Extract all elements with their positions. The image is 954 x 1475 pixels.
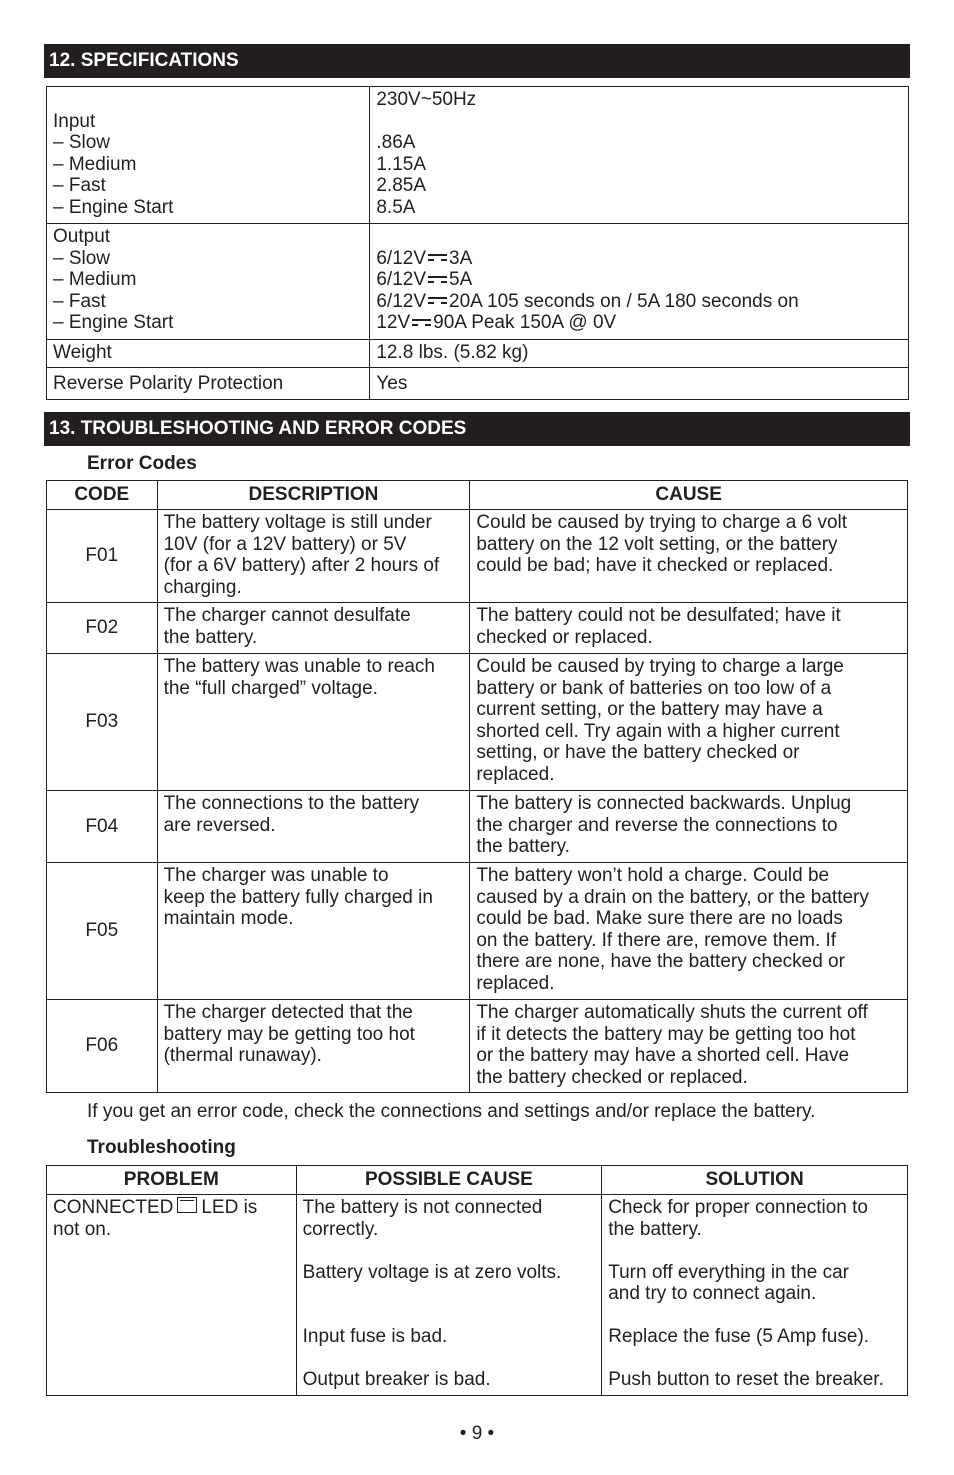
- text-line: [303, 1283, 596, 1305]
- spec-label: Weight: [47, 340, 370, 368]
- spec-value: [376, 291, 902, 313]
- column-header: POSSIBLE CAUSE: [296, 1166, 602, 1195]
- spec-value: 1.15A: [376, 153, 426, 175]
- text-line: battery may be getting too hot: [163, 1023, 415, 1045]
- problem-text: LED is: [201, 1197, 258, 1219]
- problem-cell: [47, 1195, 297, 1396]
- text-line: Turn off everything in the car: [608, 1261, 849, 1283]
- text-line: replaced.: [476, 763, 555, 785]
- text-line: the “full charged” voltage.: [163, 677, 378, 699]
- text-line: correctly.: [302, 1218, 379, 1240]
- text-line: on the battery. If there are, remove them. If: [476, 929, 837, 951]
- error-row: [47, 863, 908, 1000]
- text-line: The battery is connected backwards. Unplug: [476, 793, 852, 814]
- text-line: caused by a drain on the battery, or the battery: [476, 886, 869, 908]
- text-line: setting, or have the battery checked or: [476, 742, 800, 763]
- spec-value-prefix: 12V: [376, 312, 411, 333]
- text-line: the battery.: [476, 836, 570, 857]
- text-line: if it detects the battery may be getting too hot: [476, 1023, 856, 1045]
- text-line: battery on the 12 volt setting, or the battery: [476, 533, 838, 555]
- spec-label: – Fast: [53, 175, 106, 196]
- error-description: [157, 603, 470, 654]
- text-line: Could be caused by trying to charge a 6 volt: [476, 512, 848, 533]
- error-codes-heading: Error Codes: [87, 453, 197, 474]
- spec-label: Output: [53, 226, 111, 247]
- text-line: there are none, have the battery checked or: [476, 951, 845, 972]
- error-cause: [470, 603, 908, 654]
- spec-value: 230V~50Hz: [376, 89, 477, 110]
- spec-label: [53, 89, 363, 111]
- error-header-row: [47, 481, 908, 510]
- text-line: The battery is not connected: [302, 1197, 543, 1218]
- text-line: are reversed.: [163, 814, 276, 836]
- error-description: [157, 1000, 470, 1093]
- battery-icon: [177, 1197, 197, 1213]
- text-line: and try to connect again.: [608, 1283, 817, 1304]
- text-line: the battery.: [608, 1218, 702, 1240]
- error-code: F03: [47, 654, 158, 791]
- spec-label: Input: [53, 110, 96, 132]
- text-line: Output breaker is bad.: [302, 1369, 491, 1390]
- text-line: could be bad; have it checked or replaced.: [476, 555, 834, 576]
- section-12-header: 12. SPECIFICATIONS: [44, 44, 910, 78]
- spec-value-suffix: 3A: [449, 247, 473, 269]
- text-line: The battery won’t hold a charge. Could be: [476, 865, 830, 886]
- text-line: not on.: [53, 1219, 112, 1240]
- spec-label: – Slow: [53, 132, 111, 153]
- dc-current-icon: [412, 318, 431, 328]
- text-line: keep the battery fully charged in: [163, 886, 433, 908]
- error-code: F05: [47, 863, 158, 1000]
- spec-value-suffix: 90A Peak 150A @ 0V: [433, 312, 617, 333]
- error-cause: [470, 863, 908, 1000]
- text-line: charging.: [163, 576, 242, 598]
- text-line: [53, 1197, 290, 1219]
- text-line: Replace the fuse (5 Amp fuse).: [608, 1326, 870, 1347]
- error-cause: [470, 791, 908, 863]
- dc-current-icon: [428, 275, 447, 285]
- dc-current-icon: [428, 296, 447, 306]
- text-line: Check for proper connection to: [608, 1197, 868, 1218]
- error-code: F01: [47, 510, 158, 603]
- spec-value-prefix: 6/12V: [376, 290, 426, 312]
- troubleshooting-table: [46, 1165, 908, 1396]
- text-line: Battery voltage is at zero volts.: [302, 1261, 562, 1283]
- error-row: [47, 791, 908, 863]
- text-line: could be bad. Make sure there are no loads: [476, 908, 843, 929]
- spec-row-polarity: [47, 368, 909, 400]
- spec-input-labels: [47, 87, 370, 224]
- text-line: The battery voltage is still under: [163, 512, 432, 533]
- text-line: Push button to reset the breaker.: [608, 1369, 884, 1390]
- spec-label: – Engine Start: [53, 312, 174, 333]
- spec-label: – Slow: [53, 247, 111, 269]
- text-line: 10V (for a 12V battery) or 5V: [163, 533, 407, 555]
- error-row: [47, 1000, 908, 1093]
- column-header: PROBLEM: [47, 1166, 297, 1195]
- error-code-note: If you get an error code, check the connections and settings and/or replace the battery.: [87, 1101, 816, 1122]
- text-line: (for a 6V battery) after 2 hours of: [163, 555, 440, 576]
- spec-value: .86A: [376, 132, 416, 153]
- column-header: SOLUTION: [602, 1166, 908, 1195]
- spec-label: Reverse Polarity Protection: [47, 368, 370, 400]
- text-line: the battery.: [163, 626, 258, 648]
- text-line: The charger was unable to: [163, 865, 389, 886]
- spec-row-output: [47, 224, 909, 340]
- spec-output-values: [370, 224, 909, 340]
- spec-label: – Fast: [53, 290, 106, 312]
- spec-value: 12.8 lbs. (5.82 kg): [370, 340, 909, 368]
- error-cause: [470, 510, 908, 603]
- spec-label: – Medium: [53, 269, 137, 290]
- column-header: CODE: [47, 481, 158, 510]
- error-description: [157, 654, 470, 791]
- problem-text: CONNECTED: [53, 1197, 174, 1219]
- text-line: battery or bank of batteries on too low of a: [476, 677, 832, 699]
- spec-value: 8.5A: [376, 196, 416, 218]
- error-description: [157, 791, 470, 863]
- text-line: The battery was unable to reach: [163, 656, 435, 677]
- error-description: [157, 863, 470, 1000]
- column-header: DESCRIPTION: [157, 481, 470, 510]
- text-line: the charger and reverse the connections to: [476, 814, 838, 836]
- error-codes-table: [46, 480, 908, 1093]
- spec-value-prefix: 6/12V: [376, 269, 426, 290]
- spec-row-weight: [47, 340, 909, 368]
- text-line: maintain mode.: [163, 908, 294, 929]
- spec-input-values: [370, 87, 909, 224]
- spec-value: [376, 226, 902, 248]
- section-13-header: 13. TROUBLESHOOTING AND ERROR CODES: [44, 412, 910, 446]
- text-line: current setting, or the battery may have a: [476, 699, 823, 720]
- text-line: Could be caused by trying to charge a large: [476, 656, 844, 677]
- text-line: The connections to the battery: [163, 793, 420, 814]
- spec-value: [376, 111, 902, 133]
- column-header: CAUSE: [470, 481, 908, 510]
- text-line: replaced.: [476, 972, 555, 994]
- spec-output-labels: [47, 224, 370, 340]
- error-cause: [470, 654, 908, 791]
- text-line: checked or replaced.: [476, 626, 653, 648]
- text-line: shorted cell. Try again with a higher current: [476, 720, 840, 742]
- dc-current-icon: [428, 253, 447, 263]
- error-code: F06: [47, 1000, 158, 1093]
- troubleshooting-heading: Troubleshooting: [87, 1137, 236, 1158]
- text-line: or the battery may have a shorted cell. Have: [476, 1045, 850, 1066]
- spec-value-suffix: 5A: [449, 269, 473, 290]
- error-row: [47, 654, 908, 791]
- error-row: [47, 510, 908, 603]
- solution-cell: [602, 1195, 908, 1396]
- spec-value-suffix: 20A 105 seconds on / 5A 180 seconds on: [449, 290, 799, 312]
- troubleshooting-header-row: [47, 1166, 908, 1195]
- spec-value: [376, 312, 902, 334]
- text-line: The charger cannot desulfate: [163, 605, 411, 626]
- spec-value: Yes: [370, 368, 909, 400]
- spec-label: – Engine Start: [53, 196, 174, 218]
- text-line: Input fuse is bad.: [302, 1326, 448, 1347]
- error-cause: [470, 1000, 908, 1093]
- spec-value-prefix: 6/12V: [376, 247, 426, 269]
- text-line: The charger detected that the: [163, 1002, 413, 1023]
- spec-value: 2.85A: [376, 175, 426, 196]
- spec-label: – Medium: [53, 153, 137, 175]
- spec-value: [376, 248, 902, 270]
- error-row: [47, 603, 908, 654]
- page-number: • 9 •: [459, 1423, 495, 1444]
- text-line: The battery could not be desulfated; have it: [476, 605, 841, 626]
- error-description: [157, 510, 470, 603]
- text-line: The charger automatically shuts the current off: [476, 1002, 868, 1023]
- text-line: (thermal runaway).: [163, 1045, 322, 1066]
- specifications-table: [46, 86, 909, 400]
- error-code: F02: [47, 603, 158, 654]
- possible-cause-cell: [296, 1195, 602, 1396]
- spec-value: [376, 269, 902, 291]
- spec-row-input: [47, 87, 909, 224]
- text-line: the battery checked or replaced.: [476, 1066, 748, 1088]
- troubleshooting-row: [47, 1195, 908, 1396]
- error-code: F04: [47, 791, 158, 863]
